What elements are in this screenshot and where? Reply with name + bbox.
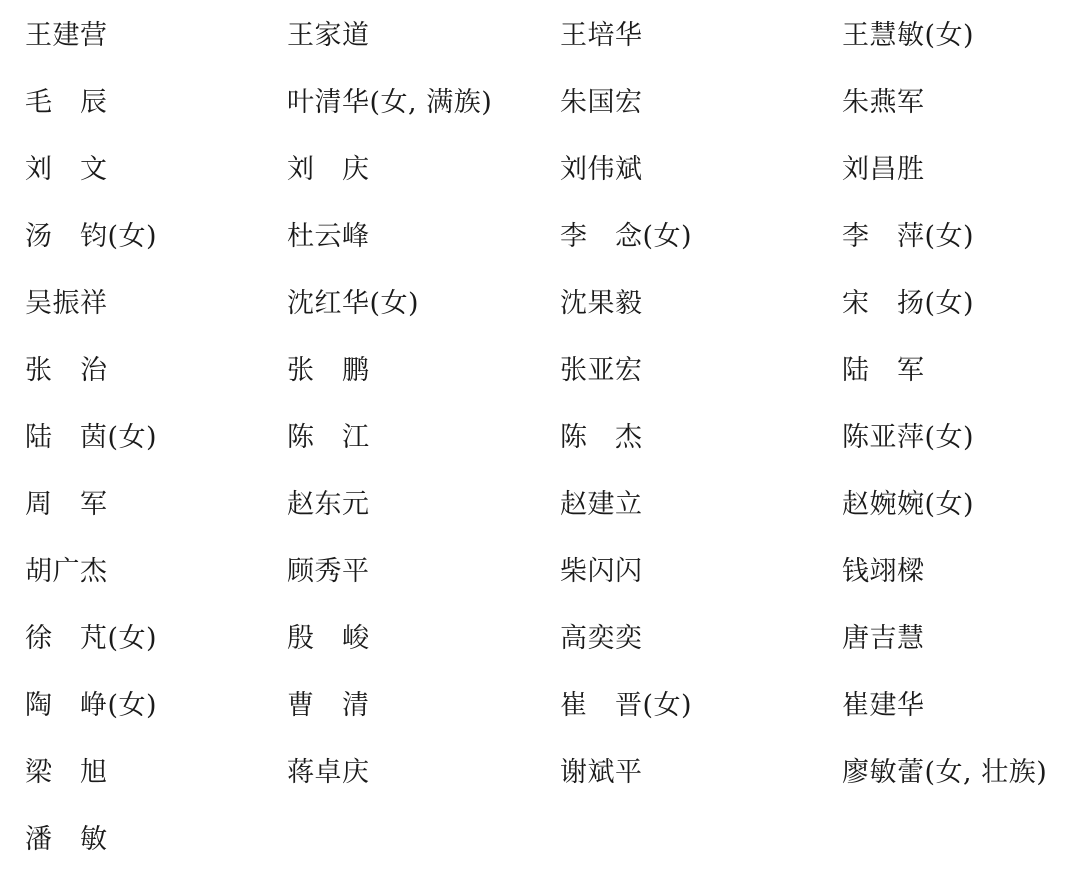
name-row	[0, 150, 1080, 190]
name-entry: 刘 文	[25, 154, 108, 185]
name-row	[0, 686, 1080, 726]
name-entry: 朱燕军	[842, 87, 925, 118]
name-entry: 曹 清	[287, 690, 370, 721]
name-entry: 谢斌平	[560, 757, 643, 788]
name-row	[0, 418, 1080, 458]
name-entry: 刘伟斌	[560, 154, 643, 185]
name-entry: 张 鹏	[287, 355, 370, 386]
name-entry: 陈 江	[287, 422, 370, 453]
name-entry: 陈亚萍(女)	[842, 422, 975, 453]
name-entry: 胡广杰	[25, 556, 108, 587]
name-entry: 叶清华(女, 满族)	[287, 87, 493, 118]
name-entry: 钱翊樑	[842, 556, 925, 587]
name-entry: 梁 旭	[25, 757, 108, 788]
name-row	[0, 351, 1080, 391]
name-entry: 顾秀平	[287, 556, 370, 587]
name-entry: 赵建立	[560, 489, 643, 520]
name-entry: 朱国宏	[560, 87, 643, 118]
name-row	[0, 619, 1080, 659]
name-entry: 汤 钧(女)	[25, 221, 158, 252]
name-entry: 周 军	[25, 489, 108, 520]
name-entry: 刘 庆	[287, 154, 370, 185]
name-entry: 刘昌胜	[842, 154, 925, 185]
name-entry: 柴闪闪	[560, 556, 643, 587]
name-entry: 王建营	[25, 20, 108, 51]
name-entry: 殷 峻	[287, 623, 370, 654]
name-entry: 崔 晋(女)	[560, 690, 693, 721]
name-entry: 宋 扬(女)	[842, 288, 975, 319]
name-row	[0, 284, 1080, 324]
name-row	[0, 217, 1080, 257]
name-entry: 徐 芃(女)	[25, 623, 158, 654]
name-entry: 沈红华(女)	[287, 288, 420, 319]
name-entry: 陆 军	[842, 355, 925, 386]
name-row	[0, 485, 1080, 525]
name-entry: 唐吉慧	[842, 623, 925, 654]
name-entry: 廖敏蕾(女, 壮族)	[842, 757, 1048, 788]
name-entry: 王家道	[287, 20, 370, 51]
name-entry: 沈果毅	[560, 288, 643, 319]
name-row	[0, 16, 1080, 56]
name-entry: 李 念(女)	[560, 221, 693, 252]
name-row	[0, 753, 1080, 793]
name-entry: 张亚宏	[560, 355, 643, 386]
name-entry: 毛 辰	[25, 87, 108, 118]
name-entry: 王慧敏(女)	[842, 20, 975, 51]
name-entry: 潘 敏	[25, 824, 108, 855]
name-entry: 杜云峰	[287, 221, 370, 252]
name-entry: 高奕奕	[560, 623, 643, 654]
name-entry: 陈 杰	[560, 422, 643, 453]
name-entry: 吴振祥	[25, 288, 108, 319]
name-row	[0, 552, 1080, 592]
name-entry: 张 治	[25, 355, 108, 386]
name-entry: 赵东元	[287, 489, 370, 520]
name-entry: 崔建华	[842, 690, 925, 721]
name-entry: 陆 茵(女)	[25, 422, 158, 453]
name-row	[0, 820, 1080, 860]
name-entry: 陶 峥(女)	[25, 690, 158, 721]
name-entry: 赵婉婉(女)	[842, 489, 975, 520]
name-entry: 王培华	[560, 20, 643, 51]
name-entry: 蒋卓庆	[287, 757, 370, 788]
name-row	[0, 83, 1080, 123]
name-entry: 李 萍(女)	[842, 221, 975, 252]
